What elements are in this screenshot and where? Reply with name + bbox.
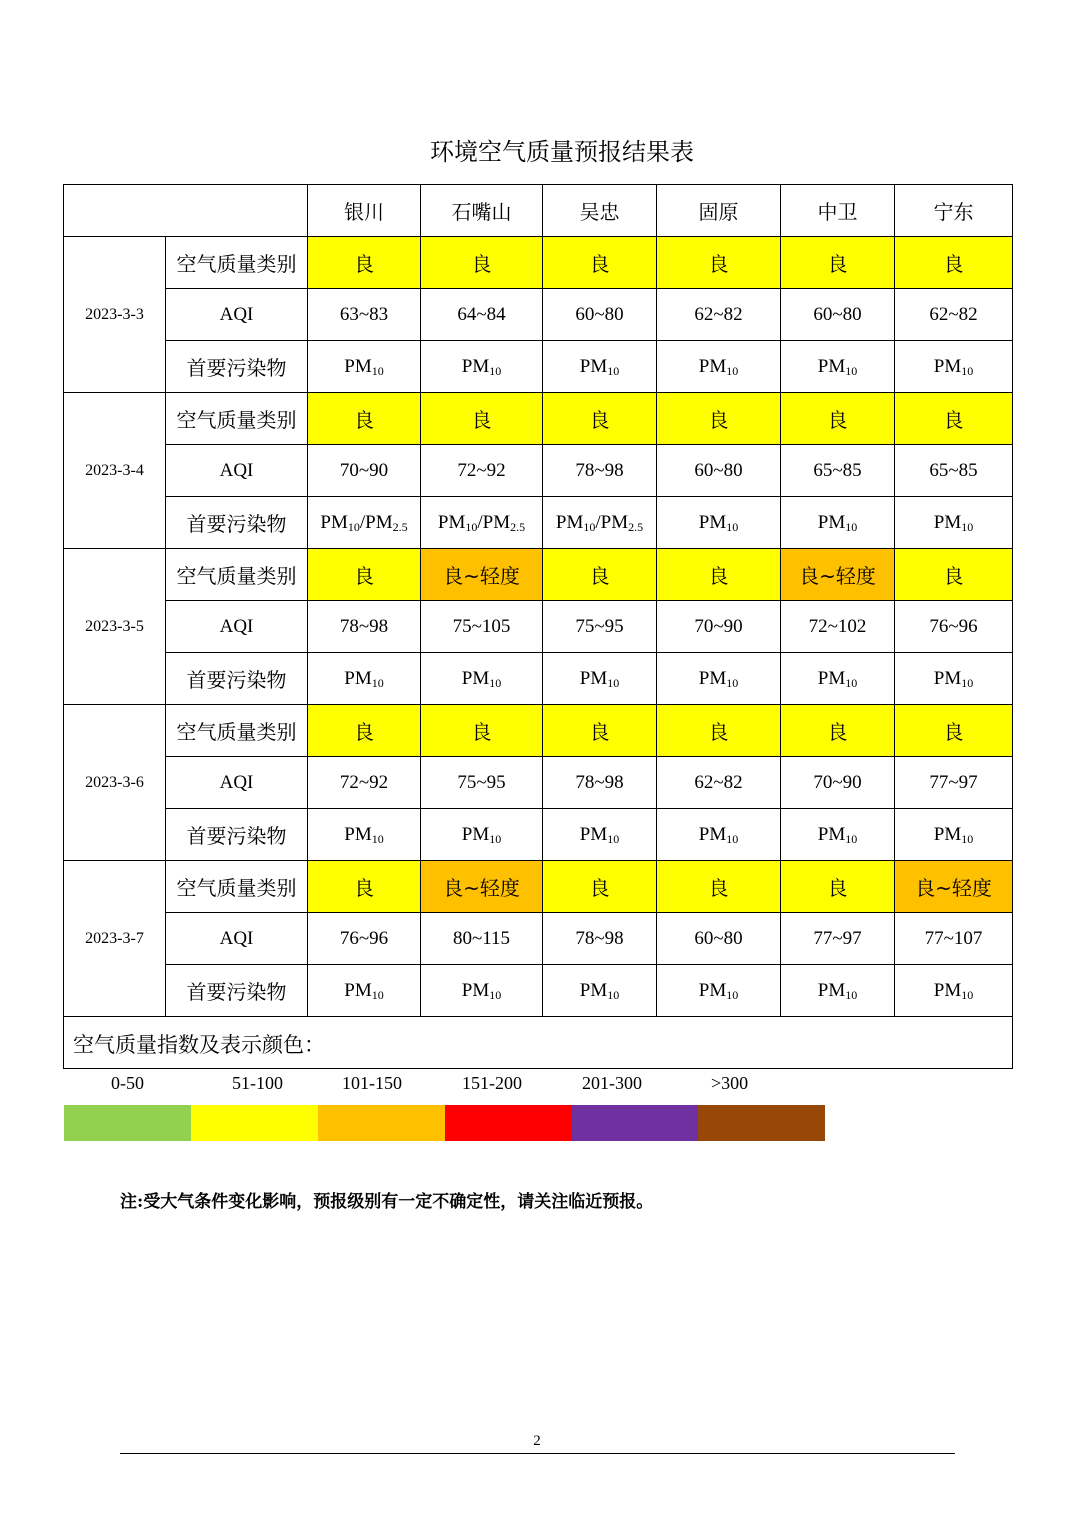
row-label-category: 空气质量类别 bbox=[166, 861, 308, 913]
pollutant-cell: $PM_{10}$ bbox=[895, 809, 1013, 861]
category-cell: 良 bbox=[657, 861, 781, 913]
category-row bbox=[64, 549, 1013, 601]
pollutant-cell: $PM_{10}$ bbox=[781, 341, 895, 393]
city-header: 中卫 bbox=[781, 185, 895, 237]
city-header: 银川 bbox=[308, 185, 421, 237]
category-cell: 良 bbox=[543, 393, 657, 445]
aqi-row bbox=[64, 445, 1013, 497]
city-header: 宁东 bbox=[895, 185, 1013, 237]
pollutant-cell: $PM_{10}$ bbox=[421, 965, 543, 1017]
row-label-category: 空气质量类别 bbox=[166, 393, 308, 445]
aqi-cell: 76~96 bbox=[895, 601, 1013, 653]
pollutant-cell: $PM_{10}$ bbox=[895, 341, 1013, 393]
legend-range-label: 101-150 bbox=[342, 1073, 402, 1093]
pollutant-cell: $PM_{10}$ bbox=[781, 653, 895, 705]
forecast-date: 2023-3-6 bbox=[64, 705, 166, 861]
category-cell: 良 bbox=[308, 861, 421, 913]
legend-range-label: 0-50 bbox=[111, 1073, 144, 1093]
pollutant-cell: $PM_{10}$ bbox=[657, 497, 781, 549]
forecast-table bbox=[63, 184, 1013, 1093]
pollutant-cell: $PM_{10}/PM_{2.5}$ bbox=[421, 497, 543, 549]
pollutant-cell: $PM_{10}$ bbox=[781, 809, 895, 861]
aqi-cell: 75~95 bbox=[543, 601, 657, 653]
row-label-aqi: AQI bbox=[166, 289, 308, 341]
category-cell: 良 bbox=[657, 237, 781, 289]
aqi-cell: 72~92 bbox=[421, 445, 543, 497]
aqi-cell: 62~82 bbox=[657, 757, 781, 809]
row-label-category: 空气质量类别 bbox=[166, 705, 308, 757]
pollutant-cell: $PM_{10}$ bbox=[895, 965, 1013, 1017]
row-label-aqi: AQI bbox=[166, 445, 308, 497]
pollutant-cell: $PM_{10}$ bbox=[895, 653, 1013, 705]
aqi-cell: 64~84 bbox=[421, 289, 543, 341]
category-cell: 良~轻度 bbox=[895, 861, 1013, 913]
category-cell: 良~轻度 bbox=[781, 549, 895, 601]
category-cell: 良 bbox=[421, 705, 543, 757]
pollutant-cell: $PM_{10}$ bbox=[308, 809, 421, 861]
category-cell: 良 bbox=[543, 549, 657, 601]
forecast-date: 2023-3-3 bbox=[64, 237, 166, 393]
aqi-cell: 77~97 bbox=[781, 913, 895, 965]
row-label-category: 空气质量类别 bbox=[166, 549, 308, 601]
aqi-cell: 72~92 bbox=[308, 757, 421, 809]
row-label-pollutant: 首要污染物 bbox=[166, 965, 308, 1017]
aqi-cell: 78~98 bbox=[543, 445, 657, 497]
forecast-date: 2023-3-5 bbox=[64, 549, 166, 705]
header-blank-cell bbox=[64, 185, 308, 237]
legend-box bbox=[64, 1017, 1013, 1093]
legend-row bbox=[64, 1017, 1013, 1069]
row-label-aqi: AQI bbox=[166, 913, 308, 965]
aqi-row bbox=[64, 913, 1013, 965]
city-header: 石嘴山 bbox=[421, 185, 543, 237]
category-cell: 良 bbox=[308, 393, 421, 445]
aqi-cell: 60~80 bbox=[657, 913, 781, 965]
pollutant-row bbox=[64, 653, 1013, 705]
legend-range-label: >300 bbox=[711, 1073, 749, 1093]
pollutant-cell: $PM_{10}$ bbox=[421, 809, 543, 861]
forecast-date: 2023-3-4 bbox=[64, 393, 166, 549]
aqi-cell: 65~85 bbox=[781, 445, 895, 497]
aqi-row bbox=[64, 757, 1013, 809]
aqi-cell: 78~98 bbox=[543, 757, 657, 809]
pollutant-row bbox=[64, 809, 1013, 861]
city-header: 固原 bbox=[657, 185, 781, 237]
category-cell: 良 bbox=[308, 237, 421, 289]
legend-range-label: 51-100 bbox=[232, 1073, 283, 1093]
pollutant-row bbox=[64, 341, 1013, 393]
row-label-category: 空气质量类别 bbox=[166, 237, 308, 289]
footer-rule bbox=[120, 1453, 955, 1454]
category-cell: 良 bbox=[781, 705, 895, 757]
category-cell: 良 bbox=[781, 393, 895, 445]
city-header: 吴忠 bbox=[543, 185, 657, 237]
category-cell: 良 bbox=[421, 237, 543, 289]
aqi-cell: 65~85 bbox=[895, 445, 1013, 497]
aqi-row bbox=[64, 289, 1013, 341]
legend-range-label: 151-200 bbox=[462, 1073, 522, 1093]
category-cell: 良 bbox=[657, 705, 781, 757]
pollutant-row bbox=[64, 965, 1013, 1017]
category-cell: 良 bbox=[308, 549, 421, 601]
pollutant-cell: $PM_{10}$ bbox=[657, 809, 781, 861]
aqi-cell: 63~83 bbox=[308, 289, 421, 341]
pollutant-cell: $PM_{10}$ bbox=[543, 965, 657, 1017]
aqi-cell: 70~90 bbox=[657, 601, 781, 653]
row-label-pollutant: 首要污染物 bbox=[166, 497, 308, 549]
aqi-cell: 76~96 bbox=[308, 913, 421, 965]
aqi-cell: 75~105 bbox=[421, 601, 543, 653]
legend-range-label: 201-300 bbox=[582, 1073, 642, 1093]
aqi-cell: 60~80 bbox=[657, 445, 781, 497]
pollutant-row bbox=[64, 497, 1013, 549]
legend-swatch-0-50 bbox=[64, 1105, 191, 1141]
pollutant-cell: $PM_{10}/PM_{2.5}$ bbox=[308, 497, 421, 549]
category-cell: 良 bbox=[657, 393, 781, 445]
category-cell: 良 bbox=[781, 861, 895, 913]
aqi-row bbox=[64, 601, 1013, 653]
legend-title: 空气质量指数及表示颜色： bbox=[73, 1033, 325, 1057]
pollutant-cell: $PM_{10}$ bbox=[421, 341, 543, 393]
category-cell: 良~轻度 bbox=[421, 549, 543, 601]
aqi-cell: 77~107 bbox=[895, 913, 1013, 965]
category-cell: 良 bbox=[895, 237, 1013, 289]
category-cell: 良 bbox=[657, 549, 781, 601]
pollutant-cell: $PM_{10}$ bbox=[543, 341, 657, 393]
category-row bbox=[64, 237, 1013, 289]
category-row bbox=[64, 861, 1013, 913]
pollutant-cell: $PM_{10}$ bbox=[657, 965, 781, 1017]
aqi-cell: 60~80 bbox=[781, 289, 895, 341]
category-cell: 良 bbox=[895, 393, 1013, 445]
category-cell: 良 bbox=[543, 861, 657, 913]
pollutant-cell: $PM_{10}$ bbox=[657, 341, 781, 393]
pollutant-cell: $PM_{10}$ bbox=[308, 341, 421, 393]
category-cell: 良 bbox=[895, 705, 1013, 757]
forecast-date: 2023-3-7 bbox=[64, 861, 166, 1017]
category-cell: 良 bbox=[421, 393, 543, 445]
pollutant-cell: $PM_{10}$ bbox=[308, 653, 421, 705]
row-label-aqi: AQI bbox=[166, 757, 308, 809]
aqi-cell: 80~115 bbox=[421, 913, 543, 965]
category-row bbox=[64, 705, 1013, 757]
row-label-pollutant: 首要污染物 bbox=[166, 341, 308, 393]
page-title: 环境空气质量预报结果表 bbox=[430, 138, 694, 166]
aqi-cell: 62~82 bbox=[657, 289, 781, 341]
pollutant-cell: $PM_{10}$ bbox=[308, 965, 421, 1017]
pollutant-cell: $PM_{10}$ bbox=[895, 497, 1013, 549]
row-label-pollutant: 首要污染物 bbox=[166, 809, 308, 861]
legend-swatch-over-300 bbox=[698, 1105, 825, 1141]
aqi-cell: 77~97 bbox=[895, 757, 1013, 809]
pollutant-cell: $PM_{10}$ bbox=[781, 497, 895, 549]
aqi-cell: 75~95 bbox=[421, 757, 543, 809]
pollutant-cell: $PM_{10}$ bbox=[543, 653, 657, 705]
category-cell: 良 bbox=[543, 237, 657, 289]
legend-swatch-101-150 bbox=[318, 1105, 445, 1141]
page-number: 2 bbox=[533, 1433, 541, 1449]
aqi-cell: 78~98 bbox=[543, 913, 657, 965]
forecast-note: 注:受大气条件变化影响，预报级别有一定不确定性，请关注临近预报。 bbox=[120, 1192, 654, 1212]
legend-swatch-51-100 bbox=[191, 1105, 318, 1141]
pollutant-cell: $PM_{10}$ bbox=[421, 653, 543, 705]
legend-swatch-151-200 bbox=[445, 1105, 572, 1141]
category-cell: 良 bbox=[308, 705, 421, 757]
row-label-pollutant: 首要污染物 bbox=[166, 653, 308, 705]
pollutant-cell: $PM_{10}$ bbox=[543, 809, 657, 861]
aqi-cell: 70~90 bbox=[308, 445, 421, 497]
category-cell: 良 bbox=[895, 549, 1013, 601]
category-cell: 良 bbox=[543, 705, 657, 757]
category-cell: 良 bbox=[781, 237, 895, 289]
legend-swatch-201-300 bbox=[572, 1105, 699, 1141]
aqi-cell: 72~102 bbox=[781, 601, 895, 653]
aqi-cell: 62~82 bbox=[895, 289, 1013, 341]
aqi-cell: 60~80 bbox=[543, 289, 657, 341]
pollutant-cell: $PM_{10}$ bbox=[657, 653, 781, 705]
row-label-aqi: AQI bbox=[166, 601, 308, 653]
aqi-cell: 70~90 bbox=[781, 757, 895, 809]
category-row bbox=[64, 393, 1013, 445]
category-cell: 良~轻度 bbox=[421, 861, 543, 913]
pollutant-cell: $PM_{10}/PM_{2.5}$ bbox=[543, 497, 657, 549]
header-row bbox=[64, 185, 1013, 237]
pollutant-cell: $PM_{10}$ bbox=[781, 965, 895, 1017]
aqi-cell: 78~98 bbox=[308, 601, 421, 653]
